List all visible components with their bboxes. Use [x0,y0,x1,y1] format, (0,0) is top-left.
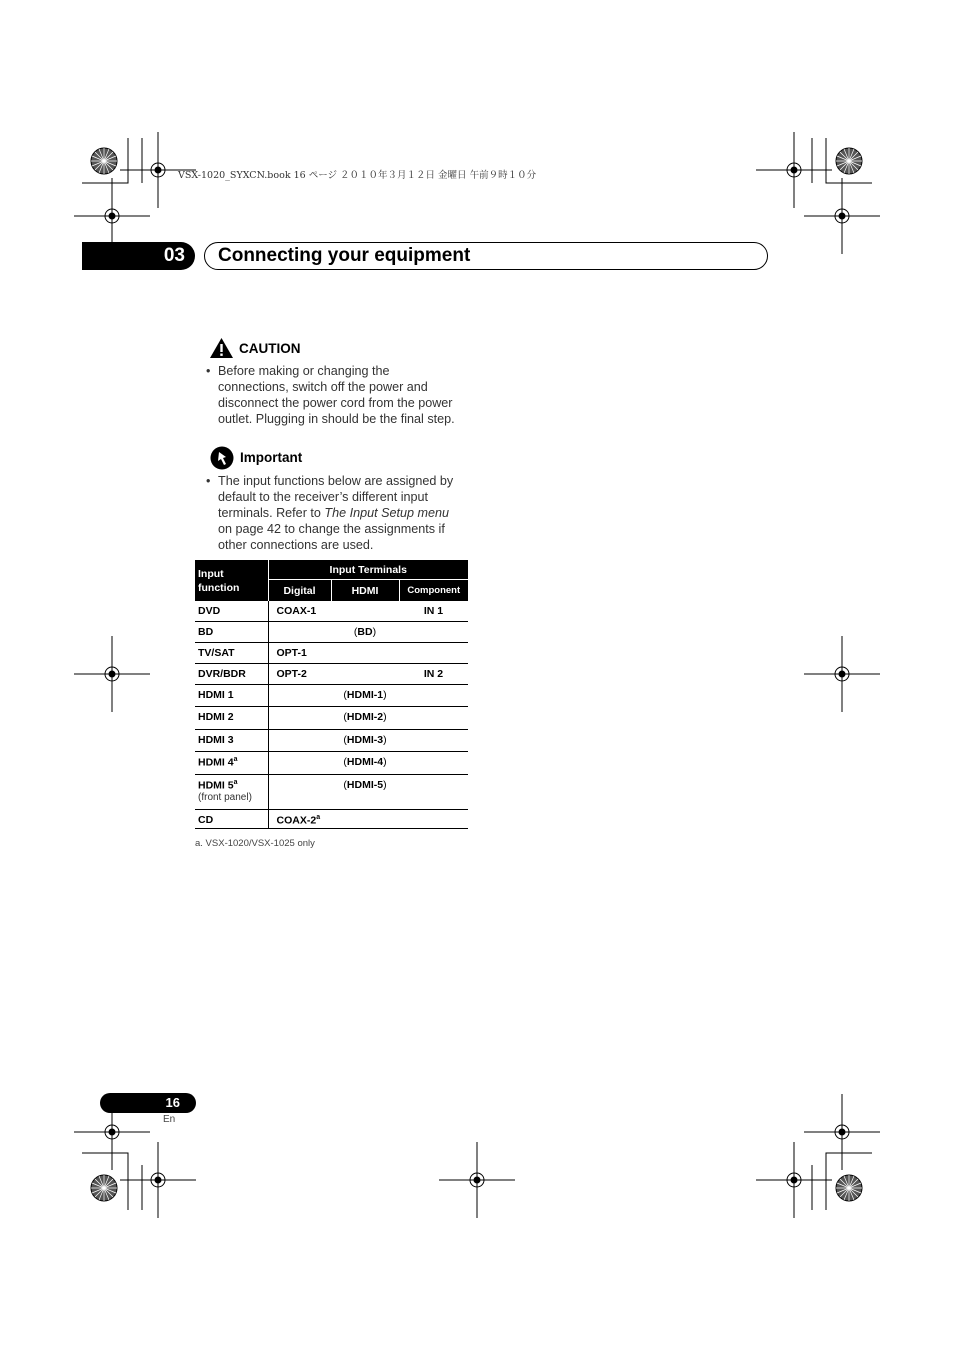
cell-hdmi [331,601,399,621]
table-row [195,601,468,621]
warning-icon [209,337,234,359]
table-row [195,751,468,774]
header-input-function: Input function [195,560,268,601]
important-heading: Important [240,450,303,465]
important-line-text: terminals. Refer to [218,506,325,520]
component-terminal: IN 2 [423,667,444,680]
cell-hdmi [331,663,399,684]
header-component: Component [399,580,468,602]
table-row [195,663,468,684]
cell-function [195,684,268,706]
table-row [195,642,468,663]
hdmi-terminal: BD [357,625,373,638]
cell-function [195,729,268,751]
function-name: HDMI 3 [198,733,234,746]
cell-component [399,774,468,809]
cell-digital [268,621,331,642]
hdmi-terminal: HDMI-2 [346,710,384,723]
caution-heading: CAUTION [239,341,301,356]
input-assignment-table [195,560,468,829]
cell-hdmi: (HDMI-3) [331,729,399,751]
table-row [195,621,468,642]
cell-component [399,751,468,774]
cell-component [399,601,468,621]
cell-function [195,642,268,663]
function-name: BD [198,625,214,638]
footnote-marker: a [233,755,238,763]
function-name: HDMI 2 [198,710,234,723]
function-name: HDMI 4 [198,756,234,768]
cell-digital [268,809,331,828]
cell-hdmi: (BD) [331,621,399,642]
cell-component [399,809,468,828]
function-name: CD [198,813,214,826]
function-name: DVR/BDR [198,667,246,680]
hdmi-terminal: HDMI-1 [346,688,384,701]
cell-function [195,774,268,809]
cell-component [399,684,468,706]
table-row [195,774,468,809]
cell-digital [268,684,331,706]
cell-component [399,642,468,663]
cell-component [399,729,468,751]
digital-terminal: OPT-1 [276,646,307,659]
cell-function [195,601,268,621]
cell-function [195,706,268,729]
digital-terminal: COAX-2 [276,814,317,826]
function-note: (front panel) [198,792,252,803]
important-line [218,505,478,521]
footnote-marker: a [316,813,321,821]
important-line: other connections are used. [218,538,374,552]
cell-function [195,751,268,774]
caution-line: Before making or changing the [218,364,390,378]
cell-hdmi: (HDMI-5) [331,774,399,809]
table-row [195,684,468,706]
table-body [195,601,468,828]
cell-digital [268,642,331,663]
chapter-number: 03 [82,242,195,270]
page-language: En [163,1114,176,1125]
menu-reference: The Input Setup menu [324,506,450,520]
cell-hdmi [331,809,399,828]
cell-digital [268,729,331,751]
hdmi-terminal: HDMI-3 [346,733,384,746]
footnote-marker: a [233,778,238,786]
print-header: VSX-1020_SYXCN.book 16 ページ ２０１０年３月１２日 金曜日 午前９時１０分 [178,170,537,181]
cell-digital [268,774,331,809]
important-icon [210,446,234,470]
cell-hdmi: (HDMI-4) [331,751,399,774]
function-name: HDMI 1 [198,688,234,701]
hdmi-terminal: HDMI-4 [346,755,384,768]
cell-digital [268,601,331,621]
page-number: 16 [100,1093,196,1113]
cell-component [399,663,468,684]
cell-digital [268,706,331,729]
caution-text: • Before making or changing the connections, switch off the power and disconnect the power cord from the power outlet. Plugging in should be the final step. [218,363,478,427]
cell-hdmi: (HDMI-2) [331,706,399,729]
table-row [195,809,468,828]
important-line: default to the receiver’s different input [218,490,429,504]
cell-digital [268,663,331,684]
cell-component [399,706,468,729]
cell-function [195,809,268,828]
cell-hdmi: (HDMI-1) [331,684,399,706]
cell-function [195,621,268,642]
table-row [195,706,468,729]
table-row [195,729,468,751]
header-input-terminals: Input Terminals [268,560,468,580]
hdmi-terminal: HDMI-5 [346,778,384,791]
chapter-title: Connecting your equipment [218,245,471,266]
caution-line: connections, switch off the power and [218,380,428,394]
digital-terminal: OPT-2 [276,667,307,680]
important-line: The input functions below are assigned by [218,474,454,488]
header-digital: Digital [268,580,331,602]
function-name: DVD [198,605,221,617]
caution-line: disconnect the power cord from the power [218,396,453,410]
cell-hdmi [331,642,399,663]
caution-line: outlet. Plugging in should be the final step. [218,412,455,426]
cell-digital [268,751,331,774]
function-name: HDMI 5 [198,779,234,791]
important-line: on page 42 to change the assignments if [218,522,445,536]
component-terminal: IN 1 [423,605,444,617]
cell-component [399,621,468,642]
important-text: • The input functions below are assigned by default to the receiver’s different input terminals. Refer to The Input Setup menu on page 42 to change the assignments if other connections are used. [218,473,478,553]
cell-function [195,663,268,684]
digital-terminal: COAX-1 [276,605,317,617]
header-hdmi: HDMI [331,580,399,602]
function-name: TV/SAT [198,646,235,659]
footnote: a. VSX-1020/VSX-1025 only [195,838,315,849]
